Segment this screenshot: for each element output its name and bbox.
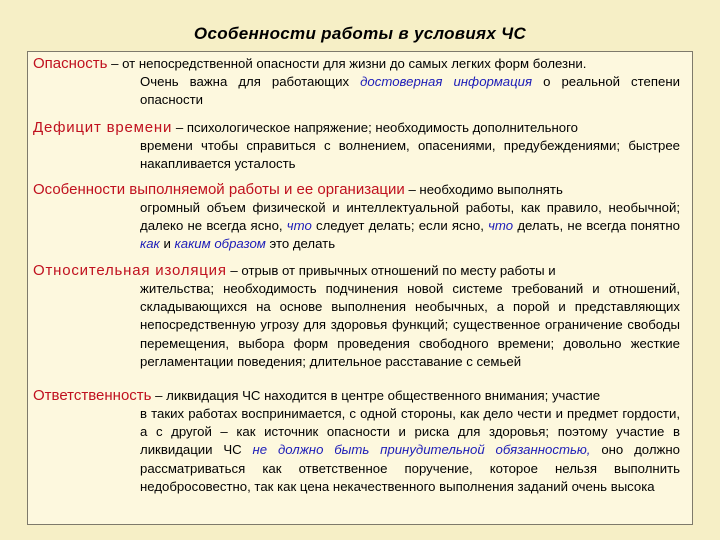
item-first-line xyxy=(33,119,680,137)
item-text: оно должно рассматриваться как ответственное поручение, которое нельзя выполнить недобросовестно, так как цена некачественного выполнения заданий очень высока xyxy=(140,442,680,494)
item-text: делать, не всегда понятно xyxy=(517,218,681,234)
item-emphasis: каким образом xyxy=(174,236,266,252)
item-first-line xyxy=(33,387,680,405)
item-emphasis: достоверная информация xyxy=(360,74,533,89)
item-term: Дефицит времени xyxy=(33,119,173,136)
content-panel xyxy=(27,51,693,525)
item-first-line xyxy=(33,181,680,199)
item-first-text: – от непосредственной опасности для жизни до самых легких форм болезни. xyxy=(111,56,587,71)
item-first-text: – ликвидация ЧС находится в центре общественного внимания; участие xyxy=(155,388,601,403)
item-text: Очень важна для работающих xyxy=(140,74,350,89)
item-term: Опасность xyxy=(33,55,108,72)
item-continuation xyxy=(140,405,680,496)
item-text: времени чтобы справиться с волнением, опасениями, предубеждениями; быстрее накапливается усталость xyxy=(140,138,680,172)
item-continuation xyxy=(140,73,680,109)
slide-title: Особенности работы в условиях ЧС xyxy=(193,24,527,43)
item-text: жительства; необходимость подчинения новой системе требований и отношений, складывающихся на основе выполнения необычных, а порой и представляющих непосредственную угрозу для здоровья функций; существенное ограничение свободы перемещения, выбора форм проведения свободного времени; довольно жесткие регламентации поведения; длительное расставание с семьей xyxy=(140,281,680,369)
item-term: Особенности выполняемой работы и ее организации xyxy=(33,181,405,198)
item-text: следует делать; если ясно, xyxy=(315,218,484,234)
item-text: огромный объем физической и интеллектуальной работы, как правило, необычной; далеко не всегда ясно, xyxy=(140,200,680,234)
item-first-line xyxy=(33,55,680,73)
item-term: Относительная изоляция xyxy=(33,262,227,279)
item-text: о реальной степени опасности xyxy=(140,74,680,108)
item-emphasis: как xyxy=(140,236,160,252)
item-first-line xyxy=(33,262,680,280)
item-continuation xyxy=(140,199,680,254)
item-emphasis: что xyxy=(286,218,312,234)
item-emphasis: не должно быть принудительной обязанностью, xyxy=(252,442,591,458)
item-text: и xyxy=(163,236,171,252)
item-first-text: – необходимо выполнять xyxy=(408,182,563,197)
item-continuation xyxy=(140,137,680,173)
item-emphasis: что xyxy=(488,218,514,234)
item-term: Ответственность xyxy=(33,387,152,404)
item-text: в таких работах воспринимается, с одной стороны, как дело чести и предмет гордости, а с другой – как источник опасности и риска для здоровья; поэтому участие в ликвидации ЧС xyxy=(140,406,680,458)
item-continuation xyxy=(140,280,680,371)
item-first-text: – психологическое напряжение; необходимость дополнительного xyxy=(175,120,578,135)
item-first-text: – отрыв от привычных отношений по месту работы и xyxy=(230,263,556,278)
item-text: это делать xyxy=(269,236,336,252)
